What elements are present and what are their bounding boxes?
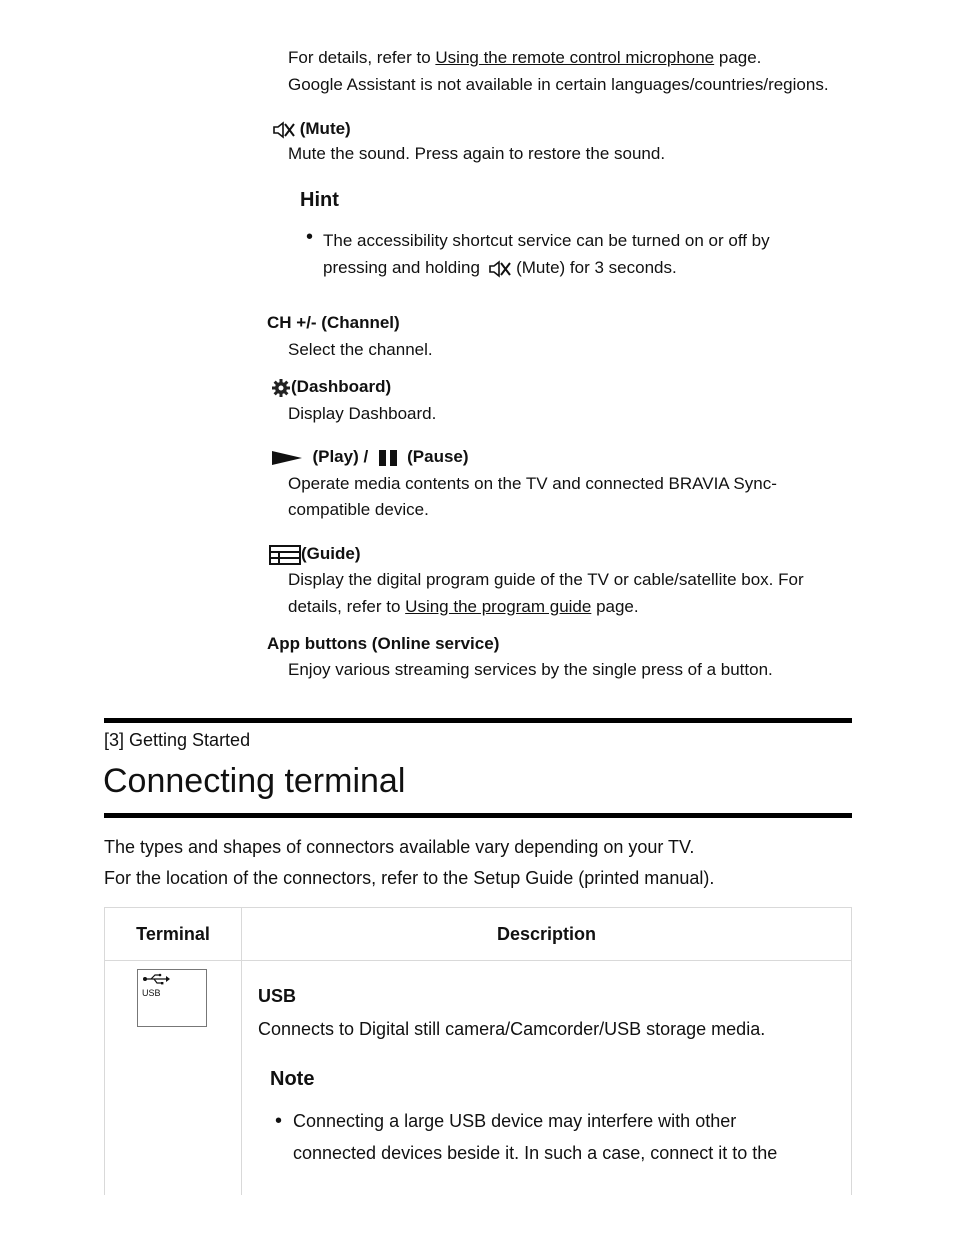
usb-icon-label: USB	[142, 988, 161, 998]
gear-icon	[271, 378, 291, 398]
channel-heading: CH +/- (Channel)	[267, 313, 400, 332]
breadcrumb: [3] Getting Started	[104, 730, 251, 750]
hint-line-1: The accessibility shortcut service can be turned on or off by	[323, 231, 770, 250]
usb-description: Connects to Digital still camera/Camcorder/USB storage media.	[258, 1019, 766, 1039]
note-bullet: •	[275, 1110, 283, 1132]
usb-icon	[142, 973, 170, 985]
play-pause-heading: (Play) / (Pause)	[271, 443, 469, 470]
program-guide-link[interactable]: Using the program guide	[405, 597, 592, 616]
guide-heading: (Guide)	[269, 540, 361, 567]
header-description: Description	[242, 908, 852, 961]
mic-detail-link[interactable]: Using the remote control microphone	[435, 48, 715, 67]
mute-icon	[489, 260, 511, 278]
usb-heading: USB	[258, 986, 297, 1006]
hint-line-2: pressing and holding (Mute) for 3 seconds.	[323, 258, 677, 277]
title-bottom-rule	[104, 813, 852, 818]
section-top-rule	[104, 718, 852, 723]
mic-detail-line: For details, refer to Using the remote control microphone page.	[288, 48, 762, 67]
mute-icon	[273, 121, 295, 139]
app-buttons-heading: App buttons (Online service)	[267, 634, 500, 653]
intro-line-1: The types and shapes of connectors available vary depending on your TV.	[104, 837, 695, 857]
guide-description-1: Display the digital program guide of the TV or cable/satellite box. For	[288, 570, 804, 589]
play-icon	[271, 450, 303, 466]
page-title: Connecting terminal	[103, 762, 406, 800]
mute-heading: (Mute)	[273, 115, 351, 142]
dashboard-heading: (Dashboard)	[271, 373, 391, 400]
dashboard-description: Display Dashboard.	[288, 404, 437, 423]
table-header-row	[105, 908, 852, 961]
intro-line-2: For the location of the connectors, refer to the Setup Guide (printed manual).	[104, 868, 715, 888]
guide-icon	[269, 545, 301, 565]
note-line-2: connected devices beside it. In such a case, connect it to the	[293, 1143, 778, 1163]
play-description-2: compatible device.	[288, 500, 429, 519]
play-description-1: Operate media contents on the TV and connected BRAVIA Sync-	[288, 474, 777, 493]
guide-description-2: details, refer to Using the program guide page.	[288, 597, 639, 616]
hint-heading: Hint	[300, 189, 339, 211]
note-line-1: Connecting a large USB device may interfere with other	[293, 1111, 737, 1131]
assistant-note: Google Assistant is not available in certain languages/countries/regions.	[288, 75, 829, 94]
hint-bullet: •	[306, 226, 314, 248]
usb-terminal-image	[137, 969, 207, 1027]
mute-description: Mute the sound. Press again to restore the sound.	[288, 144, 666, 163]
app-buttons-description: Enjoy various streaming services by the single press of a button.	[288, 660, 773, 679]
pause-icon	[378, 449, 398, 467]
channel-description: Select the channel.	[288, 340, 433, 359]
header-terminal: Terminal	[105, 908, 242, 961]
note-heading: Note	[270, 1068, 315, 1090]
